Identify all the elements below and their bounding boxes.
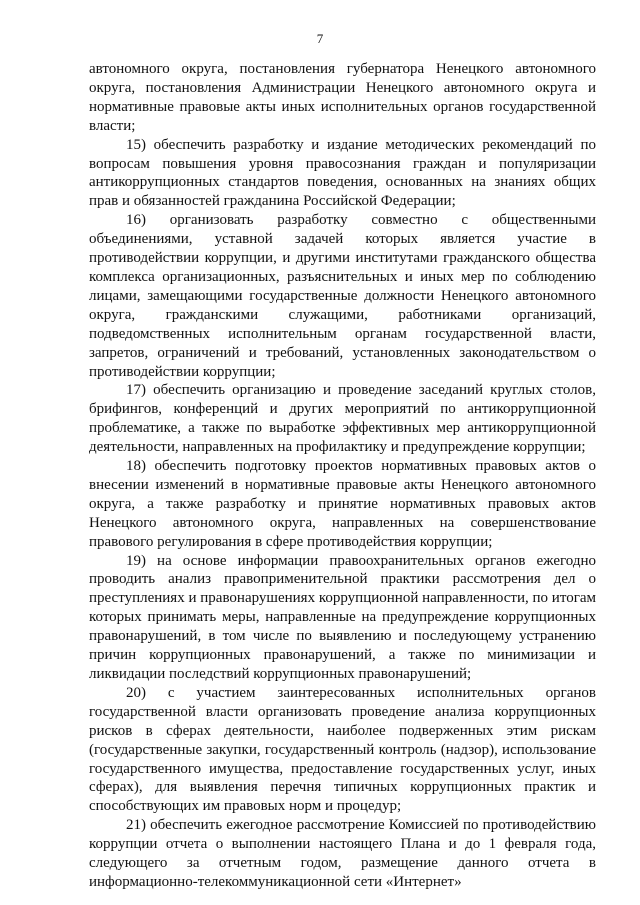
paragraph-item-18: 18) обеспечить подготовку проектов нормативных правовых актов о внесении изменений в нормативные правовые акты Ненецкого автономного округа, а также разработку и принятие нормативных правовых актов Ненецкого автономного округа, направленных на совершенствование правового регулирования в сфере противодействия коррупции;: [89, 458, 596, 550]
paragraph-item-16: 16) организовать разработку совместно с общественными объединениями, уставной задачей которых является участие в противодействии коррупции, и другими институтами гражданского общества комплекса организационных, разъяснительных и иных мер по соблюдению лицами, замещающими государственные должности Ненецкого автономного округа, гражданскими служащими, работниками организаций, подведомственных исполнительным органам государственной власти, запретов, ограничений и требований, установленных законодательством о противодействии коррупции;: [89, 212, 596, 380]
paragraph-continuation: автономного округа, постановления губернатора Ненецкого автономного округа, постановления Администрации Ненецкого автономного округа и нормативные правовые акты иных исполнительных органов государственной власти;: [89, 61, 596, 134]
paragraph-item-20: 20) с участием заинтересованных исполнительных органов государственной власти организовать проведение анализа коррупционных рисков в сферах деятельности, наиболее подверженных этим рискам (государственные закупки, государственный контроль (надзор), использование государственного имущества, предоставление государственных услуг, иных сферах), для выявления перечня типичных коррупционных практик и способствующих им правовых норм и процедур;: [89, 684, 596, 815]
document-body: [89, 60, 596, 892]
page-number: 7: [316, 31, 324, 46]
paragraph-item-15: 15) обеспечить разработку и издание методических рекомендаций по вопросам повышения уровня правосознания граждан и популяризации антикоррупционных стандартов поведения, основанных на знаниях общих прав и обязанностей гражданина Российской Федерации;: [89, 136, 596, 210]
paragraph-item-21: 21) обеспечить ежегодное рассмотрение Комиссией по противодействию коррупции отчета о выполнении настоящего Плана и до 1 февраля года, следующего за отчетным годом, размещение данного отчета в информационно-телекоммуникационной сети «Интернет»: [89, 817, 596, 890]
paragraph-item-17: 17) обеспечить организацию и проведение заседаний круглых столов, брифингов, конференций и других мероприятий по антикоррупционной проблематике, а также по выработке эффективных мер антикоррупционной деятельности, направленных на профилактику и предупреждение коррупции;: [89, 382, 596, 456]
paragraph-item-19: 19) на основе информации правоохранительных органов ежегодно проводить анализ правоприменительной практики рассмотрения дел о преступлениях и правонарушениях коррупционной направленности, по итогам которых принимать меры, направленные на предупреждение коррупционных правонарушений, в том числе по выявлению и последующему устранению причин коррупционных правонарушений, а также по минимизации и ликвидации последствий коррупционных правонарушений;: [89, 552, 596, 682]
